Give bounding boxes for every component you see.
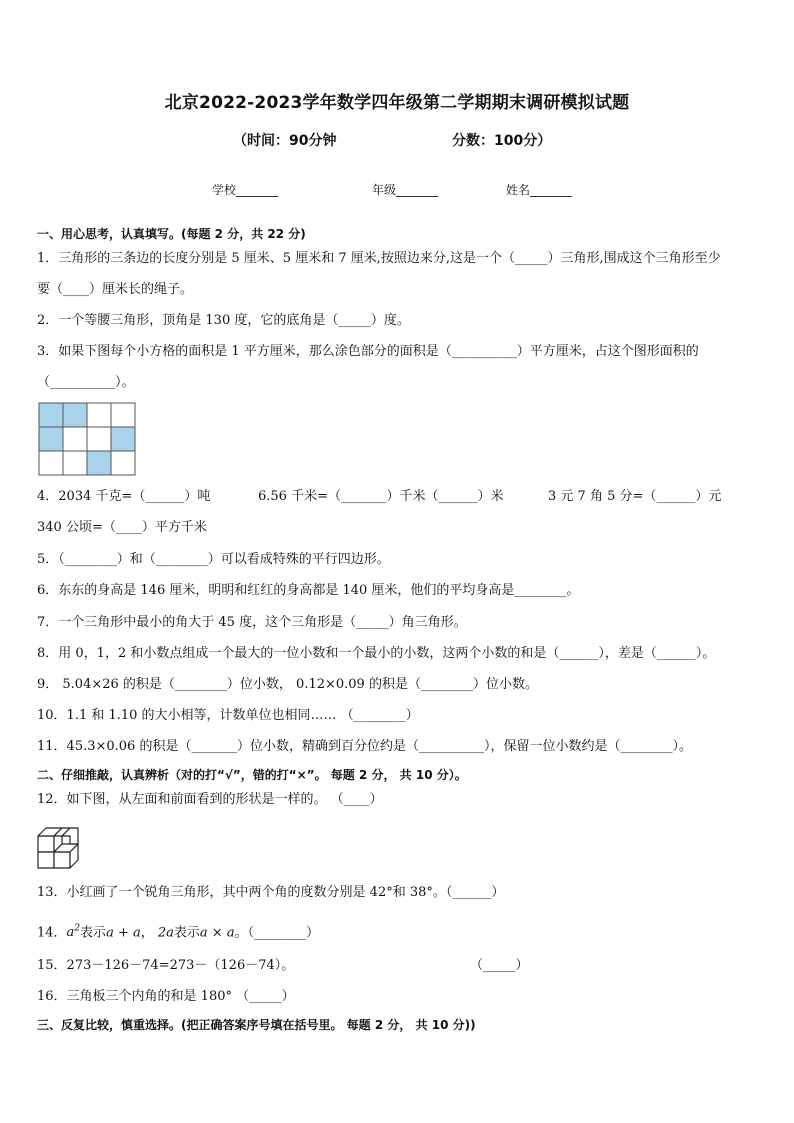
question-7: 7．一个三角形中最小的角大于 45 度，这个三角形是（_____）角三角形。: [37, 615, 467, 630]
question-15-answer: （_____）: [470, 958, 529, 973]
text-represents-1: 表示: [80, 925, 107, 941]
question-10: 10．1.1 和 1.10 的大小相等，计数单位也相同…… （________）: [37, 708, 419, 723]
question-3-line-2: （__________）。: [37, 375, 135, 390]
math-superscript-2: 2: [74, 924, 81, 934]
grid-cell: [39, 451, 63, 475]
question-1-line-1: 1．三角形的三条边的长度分别是 5 厘米、5 厘米和 7 厘米,按照边来分,这是一个（_____）三角形,围成这个三角形至少: [37, 251, 721, 266]
section-1-heading: 一、用心思考，认真填写。(每题 2 分，共 22 分): [37, 227, 306, 241]
math-a-times-a: a × a: [199, 925, 235, 941]
question-14-answer: 。（________）: [234, 925, 320, 941]
separator: ，: [140, 925, 158, 941]
grid-cell: [111, 451, 135, 475]
exam-score: 分数：100分）: [452, 133, 552, 149]
grid-cell: [87, 403, 111, 427]
school-field: 学校_______: [212, 183, 279, 197]
grid-cell-shaded: [39, 427, 63, 451]
section-2-heading: 二、仔细推敲，认真辨析（对的打“√”，错的打“×”。 每题 2 分， 共 10 分）。: [37, 768, 467, 782]
section-3-heading: 三、反复比较，慎重选择。(把正确答案序号填在括号里。 每题 2 分， 共 10 分)): [37, 1018, 476, 1032]
question-5: 5．（________）和（________）可以看成特殊的平行四边形。: [37, 552, 390, 567]
grid-cell: [87, 427, 111, 451]
math-a-squared: $a^2$: [66, 924, 81, 941]
cube-stack-figure: [36, 818, 90, 870]
grid-cell-shaded: [39, 403, 63, 427]
grid-cell: [111, 403, 135, 427]
text-represents-2: 表示: [173, 925, 200, 941]
question-3-line-1: 3．如果下图每个小方格的面积是 1 平方厘米，那么涂色部分的面积是（__________）平方厘米，占这个图形面积的: [37, 344, 699, 359]
grid-cell: [63, 451, 87, 475]
question-1-line-2: 要（____）厘米长的绳子。: [37, 282, 194, 297]
question-13: 13．小红画了一个锐角三角形，其中两个角的度数分别是 42°和 38°。（______）: [37, 885, 505, 900]
question-2: 2．一个等腰三角形，顶角是 130 度，它的底角是（_____）度。: [37, 313, 410, 328]
page-title: 北京2022-2023学年数学四年级第二学期期末调研模拟试题: [164, 93, 630, 113]
question-11: 11．45.3×0.06 的积是（_______）位小数，精确到百分位约是（__________），保留一位小数约是（________）。: [37, 739, 692, 754]
grid-cell-shaded: [63, 403, 87, 427]
question-4-part-2: 6.56 千米=（_______）千米（______）米: [258, 489, 504, 504]
grid-cell: [63, 427, 87, 451]
grid-cell-shaded: [111, 427, 135, 451]
question-14-number: 14．: [37, 925, 67, 941]
question-12: 12．如下图，从左面和前面看到的形状是一样的。 （____）: [37, 792, 383, 807]
question-14: [37, 921, 319, 941]
question-4-part-3: 3 元 7 角 5 分=（______）元: [548, 489, 722, 504]
grade-field: 年级_______: [372, 183, 439, 197]
question-9: 9． 5.04×26 的积是（________）位小数， 0.12×0.09 的积是（________）位小数。: [37, 677, 538, 692]
question-8: 8．用 0，1，2 和小数点组成一个最大的一位小数和一个最小的小数，这两个小数的和是（______），差是（______）。: [37, 646, 716, 661]
question-4-part-4: 340 公顷=（____）平方千米: [37, 520, 207, 535]
name-field: 姓名_______: [506, 183, 573, 197]
question-6: 6．东东的身高是 146 厘米，明明和红红的身高都是 140 厘米，他们的平均身高是________。: [37, 583, 580, 598]
question-16: 16．三角板三个内角的和是 180° （_____）: [37, 989, 295, 1004]
math-2a: 2a: [157, 925, 174, 941]
math-a-plus-a: a + a: [106, 925, 141, 941]
question-15: 15．273－126－74=273－（126－74）。: [37, 958, 295, 973]
exam-time: （时间：90分钟: [233, 133, 337, 149]
question-4-part-1: 4．2034 千克=（______）吨: [37, 489, 211, 504]
grid-cell-shaded: [87, 451, 111, 475]
shaded-grid-figure: [38, 402, 136, 478]
